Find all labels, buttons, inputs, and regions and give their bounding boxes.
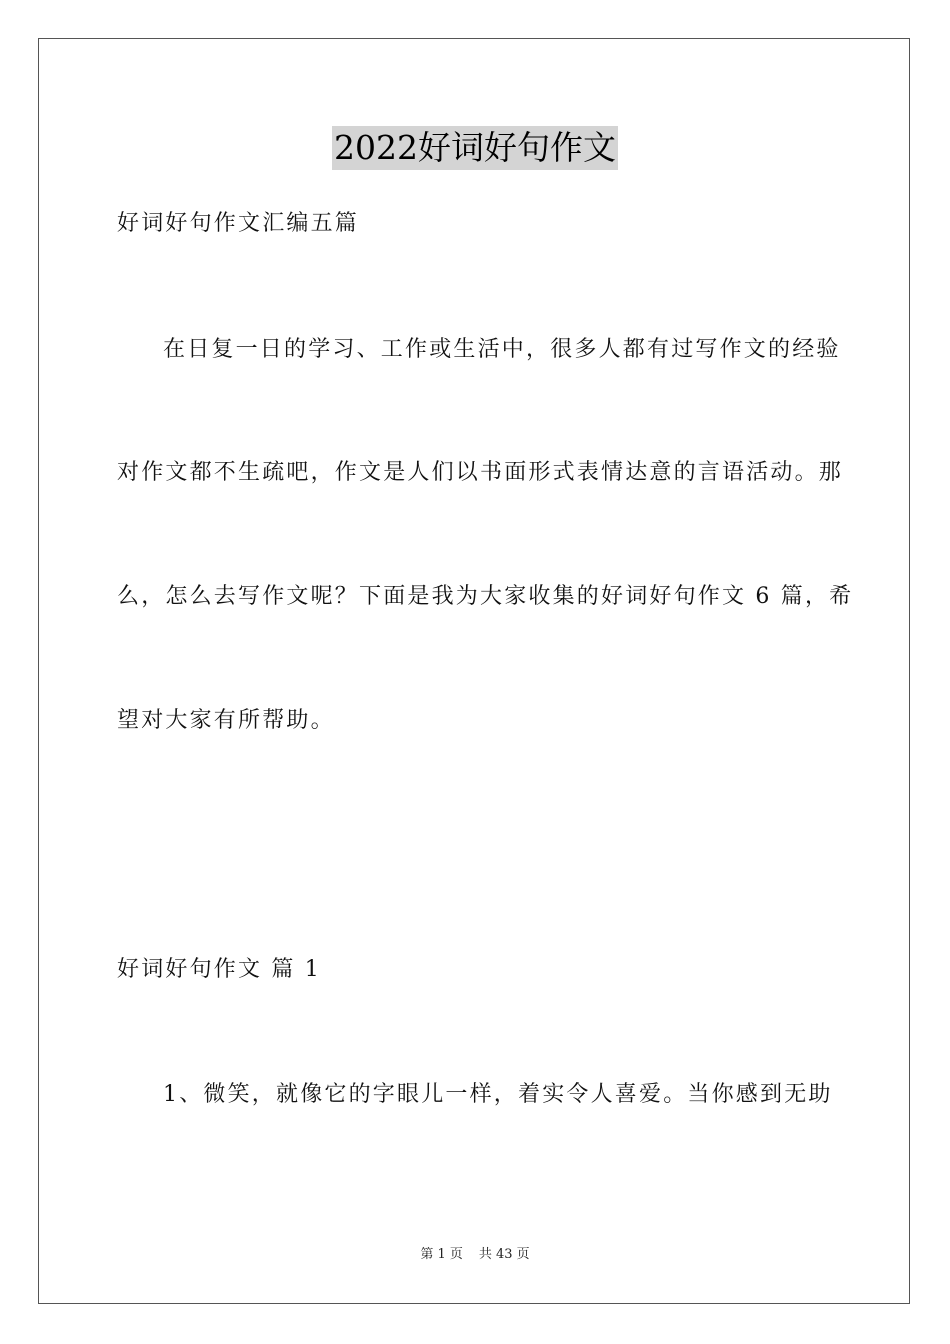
intro-line-1: 在日复一日的学习、工作或生活中，很多人都有过写作文的经验 bbox=[163, 337, 841, 362]
page-total: 共 43 页 bbox=[478, 1247, 530, 1262]
page-footer bbox=[0, 1246, 950, 1264]
title-container bbox=[0, 126, 950, 170]
section-first-line: 1、微笑，就像它的字眼儿一样，着实令人喜爱。当你感到无助 bbox=[163, 1082, 833, 1107]
page-number: 第 1 页 bbox=[420, 1247, 463, 1262]
intro-line-4: 望对大家有所帮助。 bbox=[117, 708, 335, 733]
document-title: 2022好词好句作文 bbox=[332, 126, 618, 170]
section-heading: 好词好句作文 篇 1 bbox=[117, 957, 321, 982]
intro-line-3: 么，怎么去写作文呢？下面是我为大家收集的好词好句作文 6 篇，希 bbox=[117, 584, 854, 609]
intro-line-2: 对作文都不生疏吧，作文是人们以书面形式表情达意的言语活动。那 bbox=[117, 460, 844, 485]
document-subtitle: 好词好句作文汇编五篇 bbox=[117, 211, 360, 236]
